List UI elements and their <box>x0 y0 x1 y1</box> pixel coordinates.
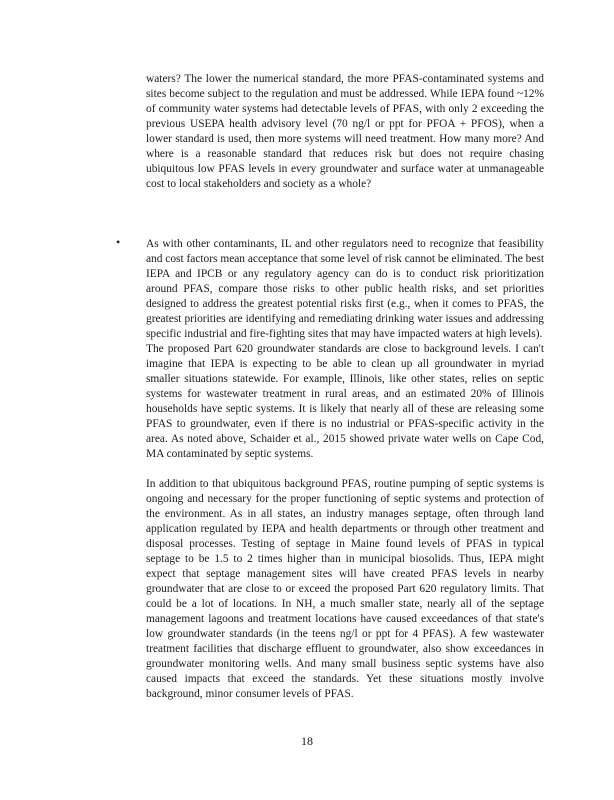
paragraph-bullet-feasibility: As with other contaminants, IL and other regulators need to recognize that feasibility and cost factors mean acceptance that some level of risk cannot be eliminated. The best IEPA and IPCB or any regulatory agency can do is to conduct risk prioritization around PFAS, compare those risks to other public health risks, and set priorities designed to address the greatest potential risks first (e.g., when it comes to PFAS, the greatest priorities are identifying and remediating drinking water issues and addressing specific industrial and fire-fighting sites that may have impacted waters at high levels). <box>146 238 544 340</box>
page-number: 18 <box>301 734 313 748</box>
bullet-marker: • <box>116 235 121 249</box>
paragraph-part-620-standards: The proposed Part 620 groundwater standards are close to background levels. I can't imagine that IEPA is expecting to be able to clean up all groundwater in myriad smaller situations statewide. For example, Illinois, like other states, relies on septic systems for wastewater treatment in rural areas, and an estimated 20% of Illinois households have septic systems. It is likely that nearly all of these are releasing some PFAS to groundwater, even if there is no industrial or PFAS-specific activity in the area. As noted above, Schaider et al., 2015 showed private water wells on Cape Cod, MA contaminated by septic systems. <box>146 343 544 460</box>
paragraph-septage-management: In addition to that ubiquitous background PFAS, routine pumping of septic systems is ongoing and necessary for the proper functioning of septic systems and protection of the environment. As in all states, an industry manages septage, often through land application regulated by IEPA and health departments or through other treatment and disposal processes. Testing of septage in Maine found levels of PFAS in typical septage to be 1.5 to 2 times higher than in municipal biosolids. Thus, IEPA might expect that septage management sites will have created PFAS levels in nearby groundwater that are close to or exceed the proposed Part 620 regulatory limits. That could be a lot of locations. In NH, a much smaller state, nearly all of the septage management lagoons and treatment locations have caused exceedances of that state's low groundwater standards (in the teens ng/l or ppt for 4 PFAS). A few wastewater treatment facilities that discharge effluent to groundwater, also show exceedances in groundwater monitoring wells. And many small business septic systems have also caused impacts that exceed the standards. Yet these situations mostly involve background, minor consumer levels of PFAS. <box>146 478 544 700</box>
paragraph-continued-waters: waters? The lower the numerical standard, the more PFAS-contaminated systems and sites become subject to the regulation and must be addressed. While IEPA found ~12% of community water systems had detectable levels of PFAS, with only 2 exceeding the previous USEPA health advisory level (70 ng/l or ppt for PFOA + PFOS), when a lower standard is used, then more systems will need treatment. How many more? And where is a reasonable standard that reduces risk but does not require chasing ubiquitous low PFAS levels in every groundwater and surface water at unmanageable cost to local stakeholders and society as a whole? <box>146 73 544 190</box>
